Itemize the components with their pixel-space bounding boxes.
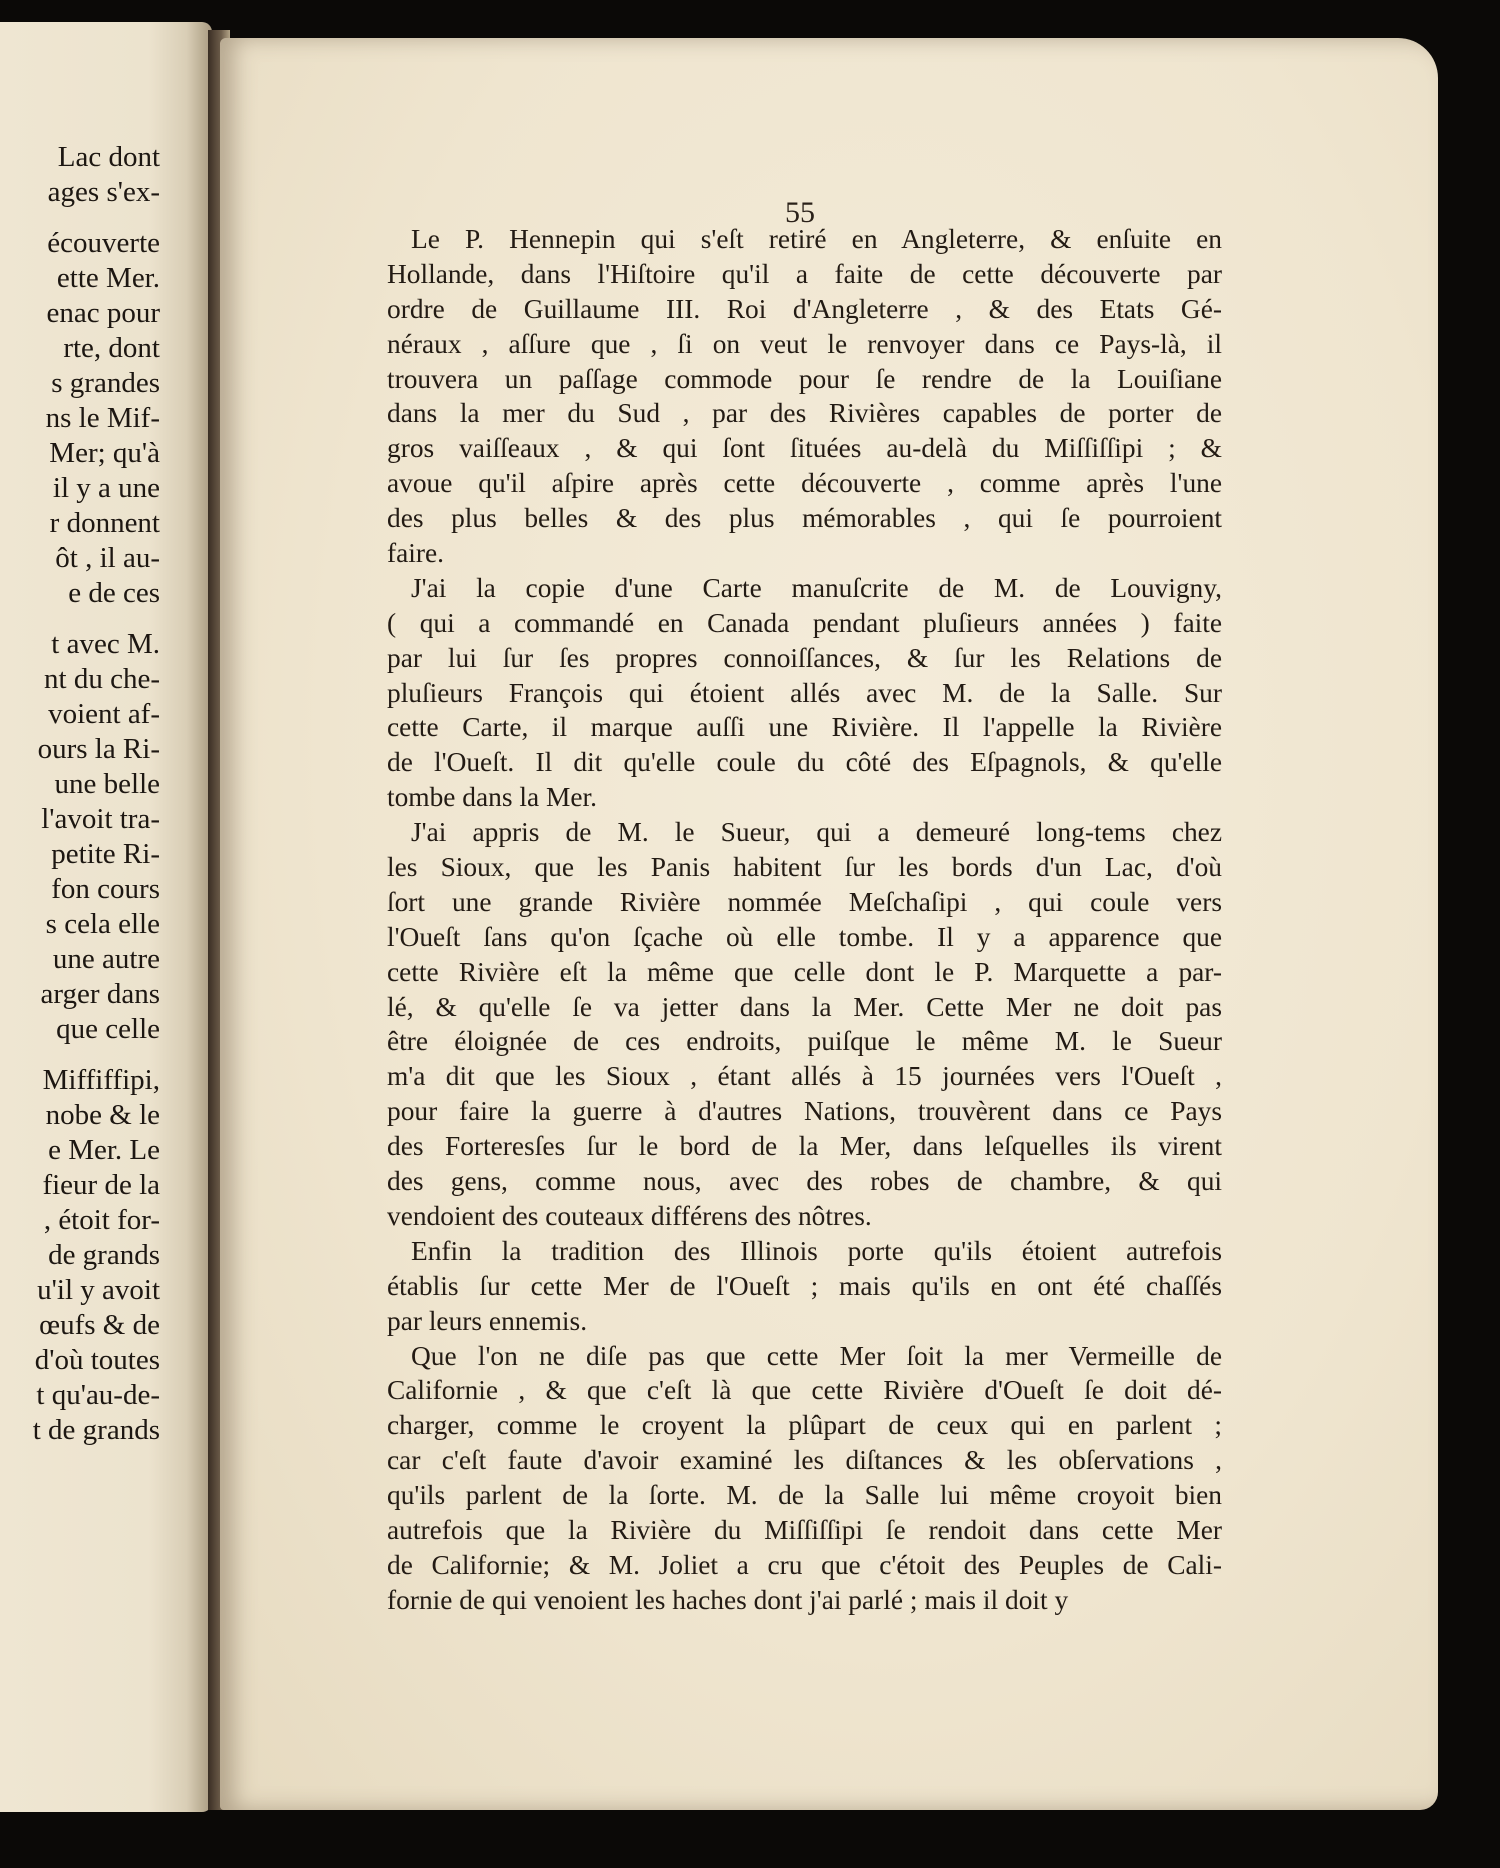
text-line: des gens, comme nous, avec des robes de chambre, & qui	[387, 1166, 1222, 1197]
text-line: vendoient des couteaux différens des nôtres.	[387, 1200, 872, 1231]
previous-page-line: t avec M.	[51, 628, 160, 660]
text-line: établis ſur cette Mer de l'Oueſt ; mais qu'ils en ont été chaſſés	[387, 1270, 1222, 1301]
text-line: cette Carte, il marque auſſi une Rivière. Il l'appelle la Rivière	[387, 712, 1222, 743]
text-line: néraux , aſſure que , ſi on veut le renvoyer dans ce Pays-là, il	[387, 328, 1222, 359]
previous-page-line: Lac dont	[57, 141, 160, 173]
text-line: Hollande, dans l'Hiſtoire qu'il a faite de cette découverte par	[387, 258, 1222, 289]
previous-page-line: enac pour	[46, 297, 160, 329]
previous-page	[0, 22, 212, 1812]
previous-page-line: s cela elle	[45, 908, 160, 940]
text-line: qu'ils parlent de la ſorte. M. de la Salle lui même croyoit bien	[387, 1480, 1222, 1511]
text-line: J'ai appris de M. le Sueur, qui a demeuré long-tems chez	[411, 817, 1222, 848]
previous-page-line: de grands	[48, 1239, 160, 1271]
previous-page-line: écouverte	[47, 227, 160, 259]
previous-page-line: e Mer. Le	[48, 1134, 160, 1166]
previous-page-line: ns le Mif-	[45, 402, 160, 434]
text-line: par leurs ennemis.	[387, 1305, 588, 1336]
previous-page-line: fon cours	[51, 873, 160, 905]
text-line: lé, & qu'elle ſe va jetter dans la Mer. Cette Mer ne doit pas	[387, 991, 1222, 1022]
previous-page-line: fieur de la	[42, 1169, 160, 1201]
previous-page-line: e de ces	[68, 577, 160, 609]
text-line: faire.	[387, 538, 445, 569]
text-line: des Forteresſes ſur le bord de la Mer, dans leſquelles ils virent	[387, 1131, 1222, 1162]
previous-page-line: r donnent	[49, 507, 160, 539]
previous-page-line: d'où toutes	[34, 1344, 160, 1376]
previous-page-line: Miffiffipi,	[42, 1064, 160, 1096]
previous-page-line: ages s'ex-	[47, 176, 160, 208]
previous-page-text	[0, 140, 200, 1448]
text-line: de Californie; & M. Joliet a cru que c'étoit des Peuples de Cali-	[387, 1549, 1222, 1580]
previous-page-line: petite Ri-	[51, 838, 160, 870]
text-line: Californie , & que c'eſt là que cette Rivière d'Oueſt ſe doit dé-	[387, 1375, 1222, 1406]
text-line: Que l'on ne diſe pas que cette Mer ſoit la mer Vermeille de	[411, 1340, 1222, 1371]
previous-page-line: s grandes	[51, 367, 160, 399]
previous-page-line: l'avoit tra-	[41, 803, 160, 835]
text-line: gros vaiſſeaux , & qui ſont ſituées au-delà du Miſſiſſipi ; &	[387, 433, 1222, 464]
previous-page-line: œufs & de	[39, 1309, 160, 1341]
text-line: autrefois que la Rivière du Miſſiſſipi ſe rendoit dans cette Mer	[387, 1514, 1222, 1545]
previous-page-line	[0, 611, 212, 627]
text-line: m'a dit que les Sioux , étant allés à 15 journées vers l'Oueſt ,	[387, 1061, 1222, 1092]
previous-page-line: t qu'au-de-	[36, 1379, 160, 1411]
text-line: charger, comme le croyent la plûpart de ceux qui en parlent ;	[387, 1410, 1222, 1441]
previous-page-line: une autre	[52, 943, 160, 975]
text-line: car c'eſt faute d'avoir examiné les diſtances & les obſervations ,	[387, 1445, 1222, 1476]
text-line: des plus belles & des plus mémorables , qui ſe pourroient	[387, 503, 1222, 534]
text-line: dans la mer du Sud , par des Rivières capables de porter de	[387, 398, 1222, 429]
previous-page-line: , étoit for-	[43, 1204, 160, 1236]
text-line: J'ai la copie d'une Carte manuſcrite de M. de Louvigny,	[411, 572, 1222, 603]
previous-page-line: u'il y avoit	[37, 1274, 160, 1306]
previous-page-line: Mer; qu'à	[49, 437, 160, 469]
page-number: 55	[785, 196, 815, 229]
previous-page-line: nobe & le	[45, 1099, 160, 1131]
page-body-text	[387, 222, 1222, 1618]
text-line: par lui ſur ſes propres connoiſſances, & ſur les Relations de	[387, 642, 1222, 673]
previous-page-line: que celle	[56, 1013, 160, 1045]
previous-page-line	[0, 1047, 212, 1063]
text-line: cette Rivière eſt la même que celle dont le P. Marquette a par-	[387, 956, 1222, 987]
previous-page-line: rte, dont	[63, 332, 160, 364]
previous-page-line: il y a une	[52, 472, 160, 504]
text-line: les Sioux, que les Panis habitent ſur les bords d'un Lac, d'où	[387, 852, 1222, 883]
text-line: fornie de qui venoient les haches dont j'ai parlé ; mais il doit y	[387, 1584, 1069, 1615]
text-line: ordre de Guillaume III. Roi d'Angleterre , & des Etats Gé-	[387, 293, 1222, 324]
text-line: tombe dans la Mer.	[387, 782, 597, 813]
text-line: ſort une grande Rivière nommée Meſchaſipi , qui coule vers	[387, 886, 1222, 917]
previous-page-line: voient af-	[48, 698, 160, 730]
text-line: être éloignée de ces endroits, puiſque le même M. le Sueur	[387, 1026, 1222, 1057]
previous-page-line: ôt , il au-	[55, 542, 160, 574]
text-line: de l'Oueſt. Il dit qu'elle coule du côté des Eſpagnols, & qu'elle	[387, 747, 1222, 778]
text-line: pluſieurs François qui étoient allés avec M. de la Salle. Sur	[387, 677, 1222, 708]
previous-page-line: arger dans	[40, 978, 160, 1010]
previous-page-line: ours la Ri-	[37, 733, 160, 765]
text-line: Enfin la tradition des Illinois porte qu'ils étoient autrefois	[411, 1235, 1222, 1266]
previous-page-line: t de grands	[32, 1414, 160, 1446]
text-line: Le P. Hennepin qui s'eſt retiré en Angleterre, & enſuite en	[411, 224, 1222, 254]
previous-page-line: ette Mer.	[56, 262, 160, 294]
text-line: trouvera un paſſage commode pour ſe rendre de la Louiſiane	[387, 363, 1222, 394]
previous-page-line: nt du che-	[44, 663, 160, 695]
text-line: pour faire la guerre à d'autres Nations, trouvèrent dans ce Pays	[387, 1096, 1222, 1127]
text-line: l'Oueſt ſans qu'on ſçache où elle tombe. Il y a apparence que	[387, 921, 1222, 952]
text-line: ( qui a commandé en Canada pendant pluſieurs années ) faite	[387, 607, 1222, 638]
previous-page-line: une belle	[54, 768, 160, 800]
text-line: avoue qu'il aſpire après cette découverte , comme après l'une	[387, 468, 1222, 499]
previous-page-line	[0, 210, 212, 226]
